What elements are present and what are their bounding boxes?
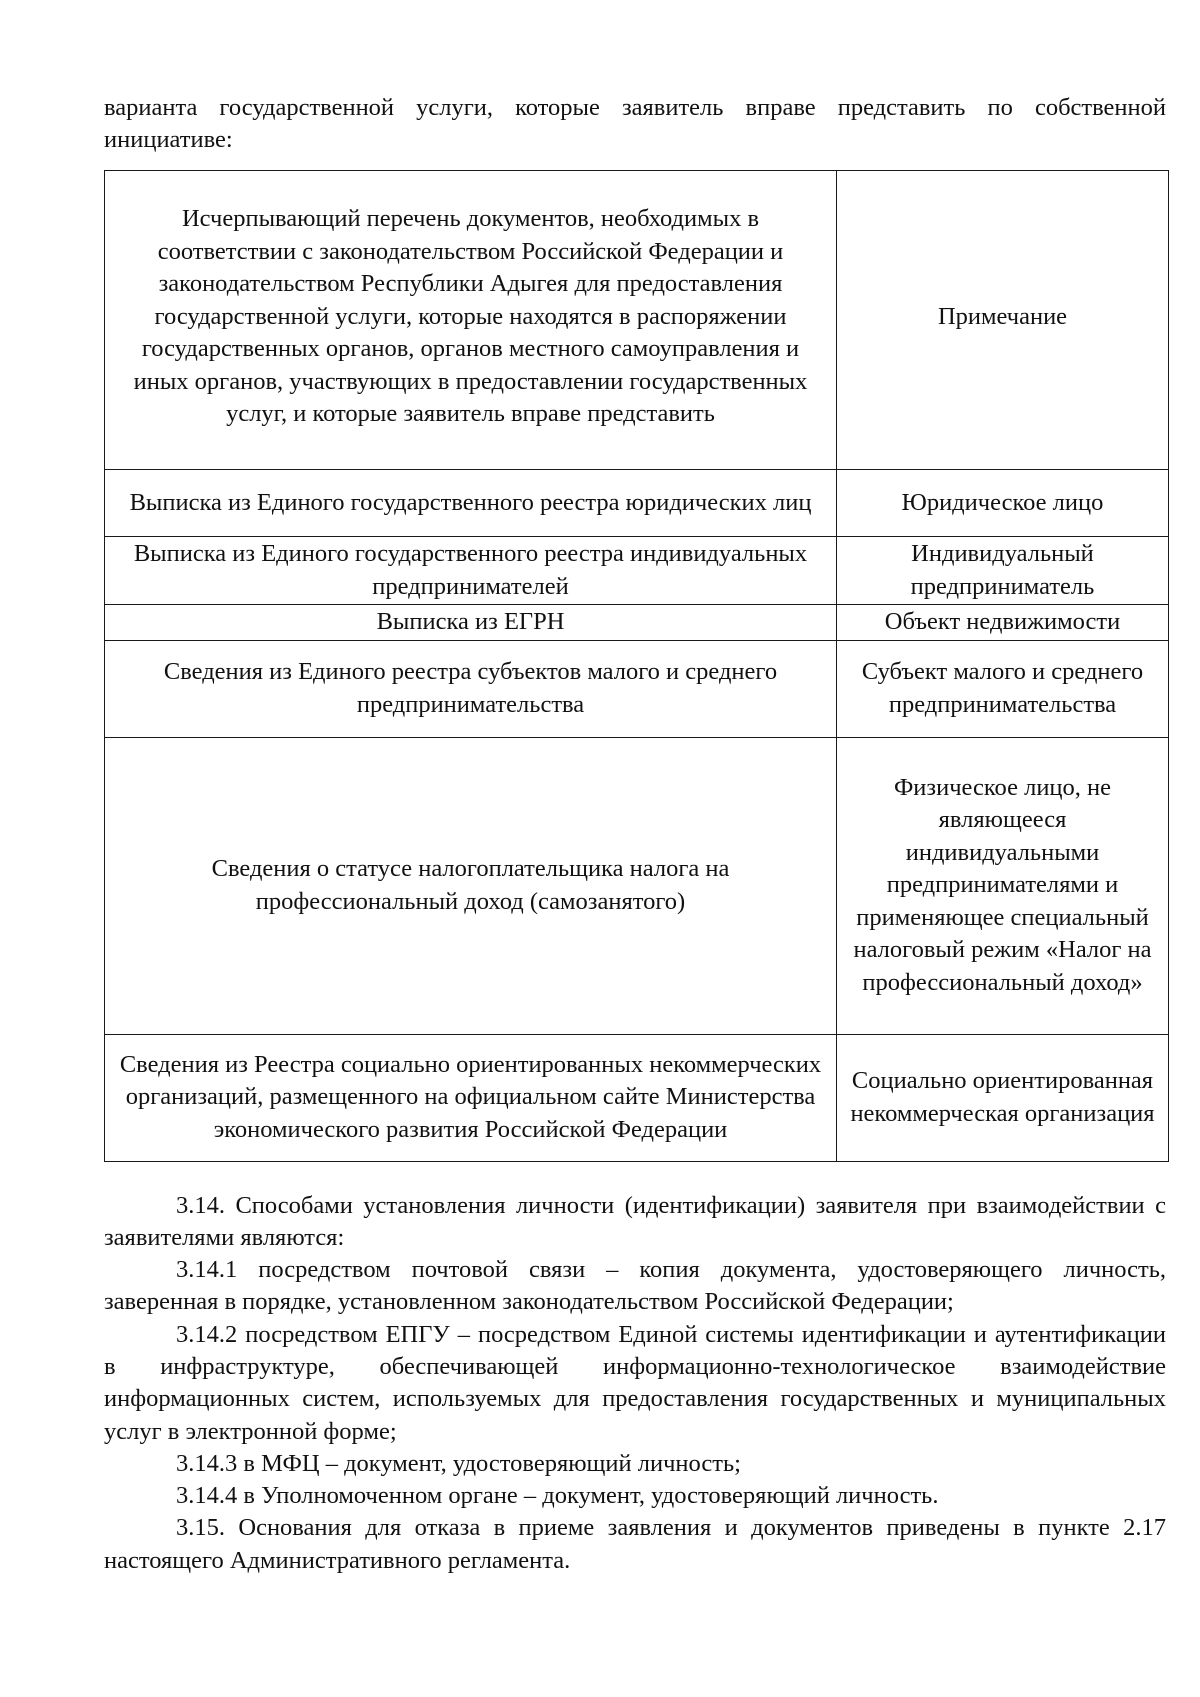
- body-text: [104, 1190, 1166, 1578]
- paragraph-3-15: 3.15. Основания для отказа в приеме заявления и документов приведены в пункте 2.17 настоящего Административного регламента.: [104, 1514, 1166, 1574]
- document-cell: Сведения из Реестра социально ориентированных некоммерческих организаций, размещенного на официальном сайте Министерства экономического развития Российской Федерации: [105, 1034, 837, 1161]
- table-row: [105, 737, 1169, 1034]
- paragraph-3-14-2: 3.14.2 посредством ЕПГУ – посредством Единой системы идентификации и аутентификации в инфраструктуре, обеспечивающей информационно-технологическое взаимодействие информационных систем, используемых для предоставления государственных и муниципальных услуг в электронной форме;: [104, 1320, 1166, 1445]
- table-header-row: [105, 171, 1169, 470]
- paragraph-3-14-1: 3.14.1 посредством почтовой связи – копия документа, удостоверяющего личность, заверенная в порядке, установленном законодательством Российской Федерации;: [104, 1256, 1166, 1316]
- intro-paragraph: варианта государственной услуги, которые заявитель вправе представить по собственной инициативе:: [104, 94, 1166, 153]
- table-row: [105, 537, 1169, 605]
- note-cell: Объект недвижимости: [837, 605, 1169, 641]
- paragraph-3-14-4: 3.14.4 в Уполномоченном органе – документ, удостоверяющий личность.: [176, 1482, 939, 1510]
- document-cell: Сведения о статусе налогоплательщика налога на профессиональный доход (самозанятого): [105, 737, 837, 1034]
- document-cell: Выписка из ЕГРН: [105, 605, 837, 641]
- note-cell: Индивидуальный предприниматель: [837, 537, 1169, 605]
- note-cell: Социально ориентированная некоммерческая организация: [837, 1034, 1169, 1161]
- note-cell: Субъект малого и среднего предпринимательства: [837, 640, 1169, 737]
- paragraph-3-14: 3.14. Способами установления личности (идентификации) заявителя при взаимодействии с заявителями являются:: [104, 1191, 1166, 1251]
- note-cell: Физическое лицо, не являющееся индивидуальными предпринимателями и применяющее специальный налоговый режим «Налог на профессиональный доход»: [837, 737, 1169, 1034]
- document-page: [104, 92, 1166, 1577]
- table-row: [105, 470, 1169, 537]
- document-cell: Выписка из Единого государственного реестра юридических лиц: [105, 470, 837, 537]
- document-cell: Выписка из Единого государственного реестра индивидуальных предпринимателей: [105, 537, 837, 605]
- table-row: [105, 605, 1169, 641]
- table-row: [105, 640, 1169, 737]
- table-row: [105, 1034, 1169, 1161]
- header-note: Примечание: [837, 171, 1169, 470]
- document-cell: Сведения из Единого реестра субъектов малого и среднего предпринимательства: [105, 640, 837, 737]
- header-documents-list: Исчерпывающий перечень документов, необходимых в соответствии с законодательством Российской Федерации и законодательством Республики Адыгея для предоставления государственной услуги, которые находятся в распоряжении государственных органов, органов местного самоуправления и иных органов, участвующих в предоставлении государственных услуг, и которые заявитель вправе представить: [105, 171, 837, 470]
- note-cell: Юридическое лицо: [837, 470, 1169, 537]
- paragraph-3-14-3: 3.14.3 в МФЦ – документ, удостоверяющий личность;: [176, 1449, 741, 1477]
- documents-table: [104, 170, 1169, 1162]
